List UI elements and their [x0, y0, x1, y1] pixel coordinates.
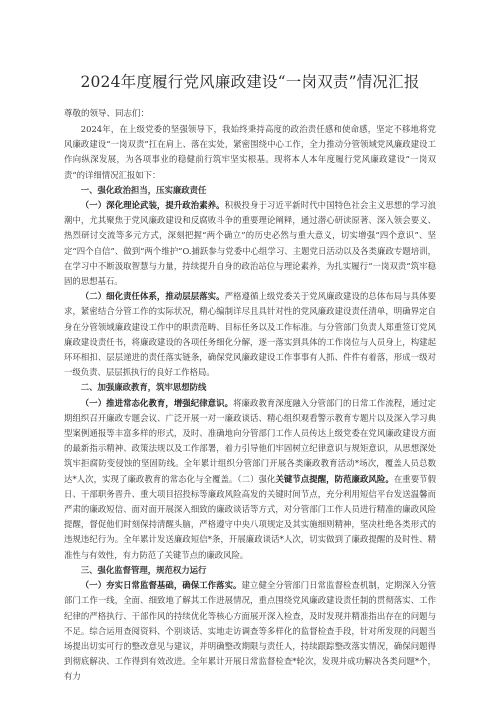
paragraph-text: 将廉政教育深度融入分管部门的日常工作流程，通过定期组织召开廉政专题会议、广泛开展一对一廉政谈话、精心组织观看警示教育专题片以及深入学习典型案例通报等丰富多样的形式，及时、准确地向分管部门工作人员传达上级党委在党风廉政建设方面的最新指示精神、政策法规以及工作部署，着力引导他们牢固树立纪律意识与规矩意识，从思想深处筑牢拒腐防变侵蚀的坚固防线。全年累计组织分管部门开展各类廉政教育活动*场次，覆盖人员总数达*人次，实现了廉政教育的常态化与全覆盖。（二）强化: [64, 397, 436, 484]
paragraph-text: 在重要节假日、干部职务晋升、重大项目招投标等廉政风险高发的关键时间节点，充分利用短信平台发送温馨而严肃的廉政短信、面对面开展深入细致的廉政谈话等方式，对分管部门工作人员进行精准的廉政风险提醒，督促他们时刻保持清醒头脑，严格遵守中央八项规定及其实施细则精神，坚决杜绝各类形式的违规违纪行为。全年累计发送廉政短信*条，开展廉政谈话*人次，切实做到了廉政提醒的及时性、精准性与有效性，有力防范了关键节点的廉政风险。: [64, 473, 437, 560]
paragraph-text: 严格遵循上级党委关于党风廉政建设的总体布局与具体要求，紧密结合分管工作的实际状况，精心编制详尽且具针对性的党风廉政建设责任清单，明确界定自身在分管领域廉政建设工作中的职责范畴、目标任务以及工作标准。与分管部门负责人郑重签订党风廉政建设责任书，将廉政建设的各项任务细化分解，逐一落实到具体的工作岗位与人员身上，构建起环环相扣、层层递进的责任落实链条，确保党风廉政建设工作事事有人抓、件件有着落，形成一级对一级负责、层层抓执行的良好工作格局。: [64, 291, 437, 378]
subheading-lead: （一）深化理论武装，提升政治素养。: [80, 200, 225, 211]
document-title: 2024年度履行党风廉政建设“一岗双责”情况汇报: [80, 73, 420, 91]
section-heading: 二、加强廉政教育，筑牢思想防线: [80, 382, 207, 393]
subheading-lead: （一）推进常态化教育，增强纪律意识。: [80, 397, 234, 408]
subheading-lead: （二）细化责任体系，推动层层落实。: [80, 291, 225, 302]
section-heading: 三、强化监督管理，规范权力运行: [80, 564, 207, 575]
body-paragraph: [64, 578, 436, 684]
intro-paragraph: 2024年，在上级党委的坚强领导下，我始终秉持高度的政治责任感和使命感，坚定不移地将党风廉政建设“一岗双责”扛在肩上、落在实处，紧密围绕中心工作，全力推动分管领域党风廉政建设工作向纵深发展，为各项事业的稳健前行筑牢坚实根基。现将本人本年度履行党风廉政建设“一岗双责”的详细情况汇报如下：: [64, 124, 436, 180]
section-heading: 一、强化政治担当，压实廉政责任: [80, 184, 207, 195]
body-paragraph: [64, 198, 436, 289]
body-paragraph: [64, 289, 436, 380]
body-paragraph: [64, 396, 436, 563]
salutation: 尊敬的领导、同志们：: [64, 109, 150, 119]
paragraph-text: 建立健全分管部门日常监督检查机制，定期深入分管部门工作一线，全面、细致地了解其工作进展情况，重点围绕党风廉政建设责任制的贯彻落实、工作纪律的严格执行、干部作风的持续优化等核心方面展开深入检查，及时发现并精准指出存在的问题与不足。综合运用查阅资料、个别谈话、实地走访调查等多样化的监督检查手段，针对所发现的问题当场提出切实可行的整改意见与建议，并明确整改期限与责任人，持续跟踪整改落实情况，确保问题得到彻底解决、工作得到有效改进。全年累计开展日常监督检查*轮次，发现并成功解决各类问题*个，有力: [64, 580, 437, 682]
subheading-lead: 关键节点提醒，防范廉政风险。: [275, 473, 394, 484]
subheading-lead: （一）夯实日常监督基础，确保工作落实。: [80, 580, 242, 591]
paragraph-text: 积极投身于习近平新时代中国特色社会主义思想的学习浪潮中，尤其聚焦于党风廉政建设和反腐败斗争的重要理论阐释，通过潜心研读原著、深入领会要义、热烈研讨交流等多元方式，深刻把握“两个确立”的历史必然与重大意义，切实增强“四个意识”、坚定“四个自信”、做到“两个维护”O.捕跃参与党委中心组学习、主题党日活动以及各类廉政专题培训，在学习中不断汲取智慧与力量，持续提升自身的政治站位与理论素养，为扎实履行“一岗双责”筑牢稳固的思想基石。: [64, 200, 437, 287]
